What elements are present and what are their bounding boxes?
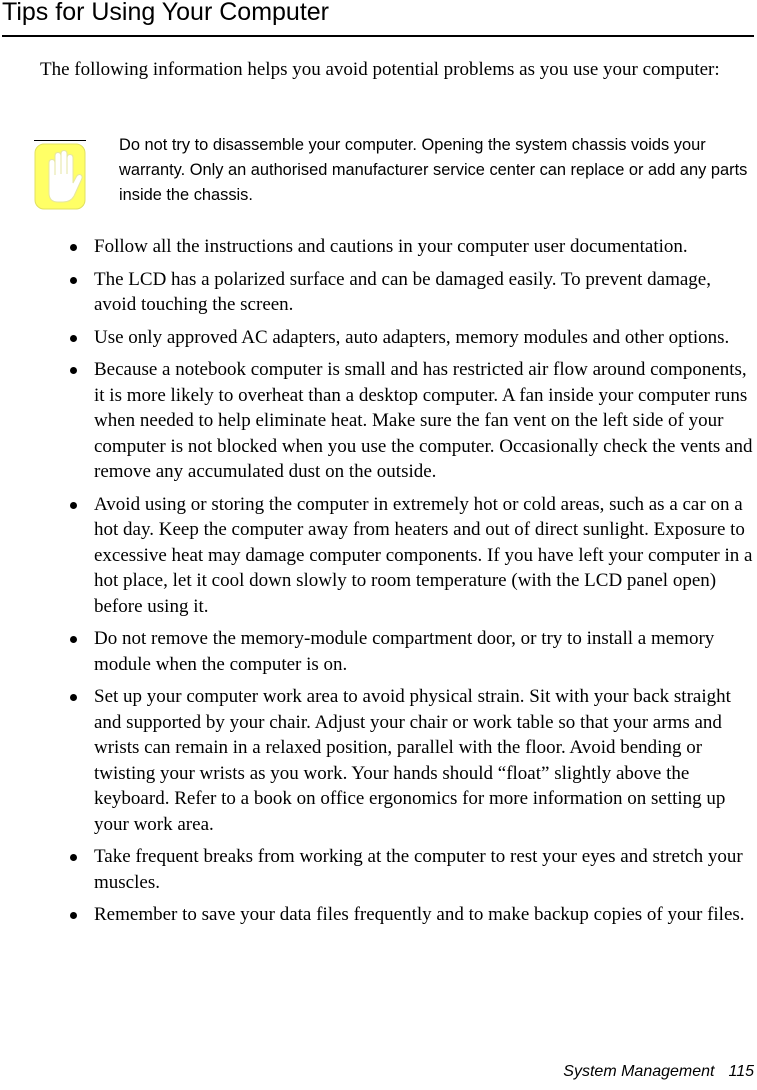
list-item <box>0 626 757 677</box>
bullet-icon <box>70 277 77 284</box>
title-divider <box>2 35 754 37</box>
list-item <box>0 492 757 620</box>
tip-text: Because a notebook computer is small and has restricted air flow around components, it is more likely to overheat than a desktop computer. A fan inside your computer runs when needed to help eliminate heat. Make sure the fan vent on the left side of your computer is not blocked when you use the computer. Occasionally check the vents and remove any accumulated dust on the outside. <box>94 359 753 482</box>
tips-list <box>0 234 757 935</box>
tip-text: Set up your computer work area to avoid physical strain. Sit with your back straight and supported by your chair. Adjust your chair or work table so that your arms and wrists can remain in a relaxed position, parallel with the floor. Avoid bending or twisting your wrists as you work. Your hands should “float” slightly above the keyboard. Refer to a book on office ergonomics for more information on setting up your work area. <box>94 686 731 835</box>
tip-text: The LCD has a polarized surface and can be damaged easily. To prevent damage, avoid touching the screen. <box>94 268 711 315</box>
list-item <box>0 684 757 837</box>
list-item <box>0 844 757 895</box>
list-item <box>0 234 757 260</box>
bullet-icon <box>70 335 77 342</box>
bullet-icon <box>70 502 77 509</box>
stop-hand-icon <box>34 143 86 210</box>
list-item <box>0 325 757 351</box>
bullet-icon <box>70 367 77 374</box>
page-footer <box>563 1061 754 1083</box>
list-item <box>0 902 757 928</box>
list-item <box>0 357 757 485</box>
bullet-icon <box>70 244 77 251</box>
intro-paragraph: The following information helps you avoid potential problems as you use your computer: <box>40 59 720 80</box>
page-number: 115 <box>728 1063 754 1080</box>
warning-note: Do not try to disassemble your computer. Opening the system chassis voids your warranty. Only an authorised manufacturer service center can replace or add any parts inside the chassis. <box>119 136 748 204</box>
tip-text: Remember to save your data files frequently and to make backup copies of your files. <box>94 904 745 925</box>
footer-section: System Management <box>563 1063 715 1080</box>
list-item <box>0 267 757 318</box>
bullet-icon <box>70 912 77 919</box>
tip-text: Do not remove the memory-module compartment door, or try to install a memory module when the computer is on. <box>94 628 715 675</box>
page-title: Tips for Using Your Computer <box>2 0 330 26</box>
tip-text: Take frequent breaks from working at the computer to rest your eyes and stretch your muscles. <box>94 846 743 893</box>
warning-divider <box>34 140 86 141</box>
bullet-icon <box>70 694 77 701</box>
bullet-icon <box>70 636 77 643</box>
tip-text: Follow all the instructions and cautions in your computer user documentation. <box>94 236 688 257</box>
bullet-icon <box>70 854 77 861</box>
tip-text: Avoid using or storing the computer in extremely hot or cold areas, such as a car on a hot day. Keep the computer away from heaters and out of direct sunlight. Exposure to excessive heat may damage computer components. If you have left your computer in a hot place, let it cool down slowly to room temperature (with the LCD panel open) before using it. <box>94 493 753 617</box>
tip-text: Use only approved AC adapters, auto adapters, memory modules and other options. <box>94 326 730 348</box>
